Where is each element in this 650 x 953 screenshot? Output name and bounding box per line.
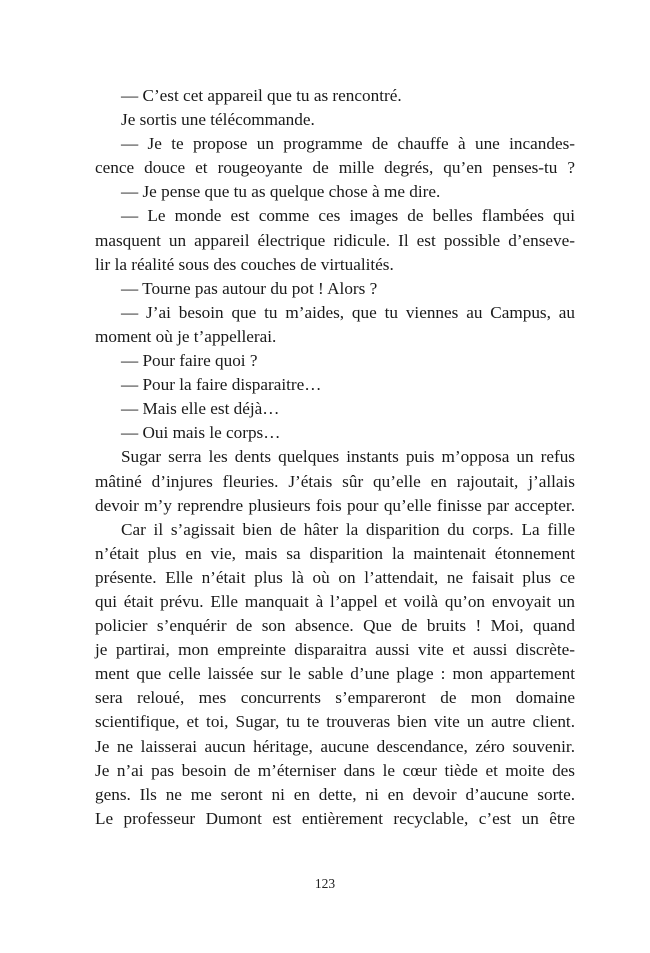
text-line: ment que celle laissée sur le sable d’une plage : mon appartement: [95, 664, 575, 684]
text-line: — Je pense que tu as quelque chose à me dire.: [121, 182, 441, 202]
text-line: — Oui mais le corps…: [121, 423, 281, 443]
text-line: — Je te propose un programme de chauffe à une incandes-: [121, 134, 575, 154]
text-line: gens. Ils ne me seront ni en dette, ni en devoir d’aucune sorte.: [95, 784, 575, 804]
text-line: lir la réalité sous des couches de virtualités.: [95, 254, 394, 274]
text-line: — Le monde est comme ces images de belles flambées qui: [121, 206, 575, 226]
page-text: [95, 84, 575, 831]
text-line: — J’ai besoin que tu m’aides, que tu viennes au Campus, au: [121, 302, 575, 322]
text-line: qui était prévu. Elle manquait à l’appel et voilà qu’on envoyait un: [95, 591, 575, 611]
text-line: Je n’ai pas besoin de m’éterniser dans le cœur tiède et moite des: [95, 760, 575, 780]
text-line: scientifique, et toi, Sugar, tu te trouveras bien vite un autre client.: [95, 712, 575, 732]
text-line: — Tourne pas autour du pot ! Alors ?: [121, 278, 378, 298]
text-line: — C’est cet appareil que tu as rencontré.: [121, 86, 402, 105]
text-line: — Mais elle est déjà…: [121, 399, 280, 419]
text-line: mâtiné d’injures fleuries. J’étais sûr qu’elle en rajoutait, j’allais: [95, 471, 575, 491]
text-line: Sugar serra les dents quelques instants puis m’opposa un refus: [121, 447, 575, 467]
text-line: devoir m’y reprendre plusieurs fois pour qu’elle finisse par accepter.: [95, 495, 575, 515]
text-line: Je ne laisserai aucun héritage, aucune descendance, zéro souvenir.: [95, 736, 575, 756]
text-line: — Pour la faire disparaitre…: [121, 375, 322, 395]
text-line: sera reloué, mes concurrents s’empareront de mon domaine: [95, 688, 575, 708]
text-line: Je sortis une télécommande.: [121, 110, 315, 130]
text-line: cence douce et rougeoyante de mille degrés, qu’en penses-tu ?: [95, 158, 575, 178]
page-number: 123: [314, 876, 336, 891]
text-line: n’était plus en vie, mais sa disparition la maintenait étonnement: [95, 543, 575, 563]
text-line: moment où je t’appellerai.: [95, 326, 277, 346]
text-line: je partirai, mon empreinte disparaitra aussi vite et aussi discrète-: [95, 640, 575, 660]
text-line: Le professeur Dumont est entièrement recyclable, c’est un être: [95, 808, 575, 828]
text-line: policier s’enquérir de son absence. Que de bruits ! Moi, quand: [95, 616, 575, 636]
text-line: présente. Elle n’était plus là où on l’attendait, ne faisait plus ce: [95, 567, 575, 587]
text-line: — Pour faire quoi ?: [121, 351, 258, 371]
text-line: masquent un appareil électrique ridicule. Il est possible d’enseve-: [95, 230, 575, 250]
text-line: Car il s’agissait bien de hâter la disparition du corps. La fille: [121, 519, 575, 539]
